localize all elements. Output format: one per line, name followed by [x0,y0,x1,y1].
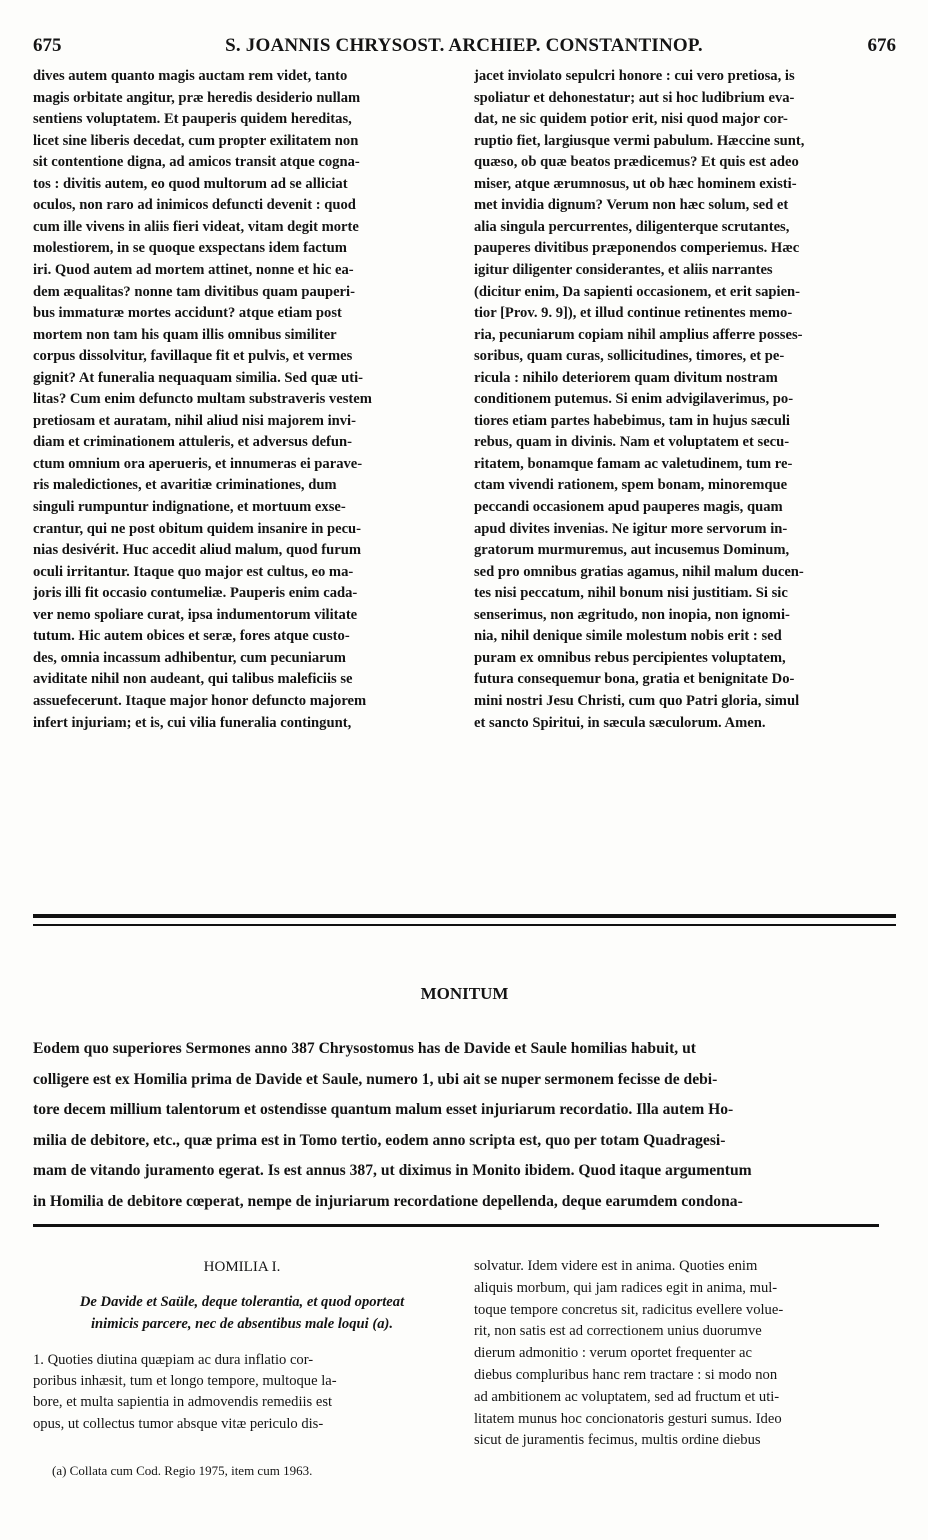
text-line: cum ille vivens in aliis fieri videat, vitam degit morte [33,218,359,235]
section-rule-thick [33,914,896,918]
text-line: litas? Cum enim defuncto multam substraveris vestem [33,391,372,408]
text-line: opus, ut collectus tumor absque vitæ periculo dis- [33,1415,324,1432]
text-line: tore decem millium talentorum et ostendisse quantum malum esset injuriarum recordatio. Illa autem Ho- [33,1101,734,1118]
text-line: diam et criminationem attuleris, et adversus defun- [33,434,352,451]
text-line: bore, et multa sapientia in admovendis remediis est [33,1394,333,1411]
running-title: S. JOANNIS CHRYSOST. ARCHIEP. CONSTANTINOP. [225,35,703,56]
homilia-subtitle-1: De Davide et Saüle, deque tolerantia, et quod oporteat [79,1294,405,1310]
text-line: soribus, quam curas, sollicitudines, timores, et pe- [474,348,785,365]
text-line: 1. Quoties diutina quæpiam ac dura inflatio cor- [33,1352,314,1368]
text-line: licet sine liberis decedat, cum propter exilitatem non [33,132,359,149]
text-line: sicut de juramentis fecimus, multis ordine diebus [474,1432,761,1449]
text-line: rebus, quam in divinis. Nam et voluptatem et secu- [474,434,790,451]
text-line: senserimus, non ægritudo, non inopia, non ignomi- [474,606,790,623]
text-line: quæso, ob quæ beatos prædicemus? Et quis est adeo [474,154,799,171]
text-line: oculi irritantur. Itaque quo major est cultus, eo ma- [33,563,354,580]
text-line: joris illi fit occasio contumeliæ. Pauperis enim cada- [33,585,358,602]
section-rule-thin [33,924,896,926]
text-line: tutum. Hic autem obices et seræ, fores atque custo- [33,628,350,645]
text-line: futura consequemur bona, gratia et benignitate Do- [474,671,795,688]
text-line: mam de vitando juramento egerat. Is est annus 387, ut diximus in Monito ibidem. Quod itaque argumentum [33,1162,752,1179]
homilia-title: HOMILIA I. [203,1259,281,1275]
text-line: ris maledictiones, et avaritiæ criminationes, dum [33,477,337,494]
text-line: apud divites invenias. Ne igitur more servorum in- [474,520,788,537]
text-line: alia singula percurrentes, diligenterque scrutantes, [474,218,790,235]
text-line: tiores etiam partes habebimus, tam in hujus sæculi [474,412,790,429]
text-line: mortem non tam his quam illis omnibus similiter [33,326,337,343]
homilia-subtitle-2: inimicis parcere, nec de absentibus male loqui (a). [91,1316,393,1332]
text-line: ad ambitionem ac voluptatem, sed ad fructum et uti- [474,1388,780,1405]
text-line: nia, nihil denique simile molestum nobis erit : sed [474,628,782,645]
text-line: Eodem quo superiores Sermones anno 387 Chrysostomus has de Davide et Saule homilias habuit, ut [33,1040,696,1057]
text-line: dives autem quanto magis auctam rem videt, tanto [33,68,348,84]
text-line: gignit? At funeralia nequaquam similia. Sed quæ uti- [33,369,364,386]
text-line: sed pro omnibus gratias agamus, nihil malum ducen- [474,563,804,580]
text-line: bus immaturæ mortes accidunt? atque etiam post [33,305,342,322]
text-line: tior [Prov. 9. 9]), et illud continue retinentes memo- [474,305,793,322]
text-line: pauperes divitibus præponendos comperiemus. Hæc [474,240,800,257]
text-line: in Homilia de debitore cœperat, nempe de injuriarum recordatione depellenda, deque earumdem condona- [33,1192,743,1210]
text-line: ctum omnium ora aperueris, et innumeras ei parave- [33,455,363,472]
text-line: gratorum murmuremus, aut incusemus Dominum, [474,542,790,559]
homilia-rule [33,1224,879,1227]
text-line: dat, ne sic quidem potior erit, nisi quod major cor- [474,111,788,128]
text-line: magis orbitate angitur, præ heredis desiderio nullam [33,89,361,106]
text-line: ria, pecuniarum copiam nihil amplius afferre posses- [474,326,803,343]
text-line: sentiens voluptatem. Et pauperis quidem hereditas, [33,111,352,128]
text-line: mini nostri Jesu Christi, cum quo Patri gloria, simul [474,692,800,709]
text-line: singuli rumpuntur indignatione, et mortuum exse- [33,499,346,515]
monitum-title: MONITUM [420,984,509,1003]
text-line: aliquis morbum, qui jam radices egit in anima, mul- [474,1279,778,1296]
text-line: peccandi occasionem apud pauperes magis, quam [474,499,783,515]
text-line: infert injuriam; et is, cui vilia funeralia contingunt, [33,714,352,731]
footnote: (a) Collata cum Cod. Regio 1975, item cum 1963. [52,1463,313,1478]
text-line: (dicitur enim, Da sapienti occasionem, et erit sapien- [474,283,801,300]
text-line: ctam vivendi rationem, spem bonam, minoremque [474,477,788,494]
text-line: iri. Quod autem ad mortem attinet, nonne et hic ea- [33,261,354,278]
text-line: tos : divitis autem, eo quod multorum ad se alliciat [33,175,348,192]
text-line: met invidia dignum? Verum non hæc solum, sed et [474,197,789,214]
text-line: ver nemo spoliare curat, ipsa indumentorum vilitate [33,606,358,623]
text-line: jacet inviolato sepulcri honore : cui vero pretiosa, is [474,68,795,84]
text-line: nias desivérit. Huc accedit aliud malum, quod furum [33,542,361,559]
page-number-right: 676 [867,35,896,56]
text-line: ritatem, bonamque famam ac valetudinem, tum re- [474,455,793,472]
text-line: ricula : nihilo deteriorem quam divitum nostram [474,369,778,386]
text-line: des, omnia incassum adhibentur, cum pecuniarum [33,649,346,666]
text-line: sit contentione digna, ad amicos transit atque cogna- [33,154,360,171]
text-line: colligere est ex Homilia prima de Davide et Saule, numero 1, ubi ait se nuper sermonem fecisse de debi- [33,1070,718,1088]
text-line: igitur diligenter considerantes, et aliis narrantes [474,261,773,278]
text-line: puram ex omnibus rebus percipientes voluptatem, [474,649,786,666]
text-line: crantur, qui ne post obitum quidem insanire in pecu- [33,520,362,537]
text-line: pretiosam et auratam, nihil aliud nisi majorem invi- [33,412,356,429]
text-line: dierum admonitio : verum oportet frequenter ac [474,1345,752,1362]
text-line: corpus dissolvitur, favillaque fit et pulvis, et vermes [33,348,353,365]
text-line: aviditate nihil non audeant, qui talibus maleficiis se [33,671,353,688]
page-number-left: 675 [33,35,62,56]
text-line: miser, atque ærumnosus, ut ob hæc hominem existi- [474,175,797,192]
text-line: litatem munus hoc concionatoris gesturi sumus. Ideo [474,1410,782,1427]
text-line: solvatur. Idem videre est in anima. Quoties enim [474,1258,758,1274]
text-line: conditionem putemus. Si enim advigilaverimus, po- [474,391,794,408]
text-line: diebus compluribus hanc rem tractare : si modo non [474,1367,778,1383]
text-line: ruptio fiet, largiusque vermi pabulum. Hæccine sunt, [474,132,805,149]
text-line: assuefecerunt. Itaque major honor defuncto majorem [33,692,367,709]
text-line: poribus inhæsit, tum et longo tempore, multoque la- [33,1373,337,1390]
text-line: spoliatur et dehonestatur; aut si hoc ludibrium eva- [474,89,795,106]
text-line: dem æqualitas? nonne tam divitibus quam pauperi- [33,283,355,300]
text-line: oculos, non raro ad inimicos defuncti devenit : quod [33,197,356,214]
text-line: rit, non satis est ad correctionem unius duorumve [474,1323,762,1340]
text-line: tes nisi peccatum, nihil bonum nisi justitiam. Si sic [474,585,788,602]
text-line: milia de debitore, etc., quæ prima est in Tomo tertio, eodem anno scripta est, quo per totam Quadragesi- [33,1131,726,1149]
text-line: et sancto Spiritui, in sæcula sæculorum. Amen. [474,714,766,731]
text-line: toque tempore concretus sit, radicitus evellere volue- [474,1301,784,1318]
text-line: molestiorem, in se quoque exspectans idem factum [33,240,347,257]
